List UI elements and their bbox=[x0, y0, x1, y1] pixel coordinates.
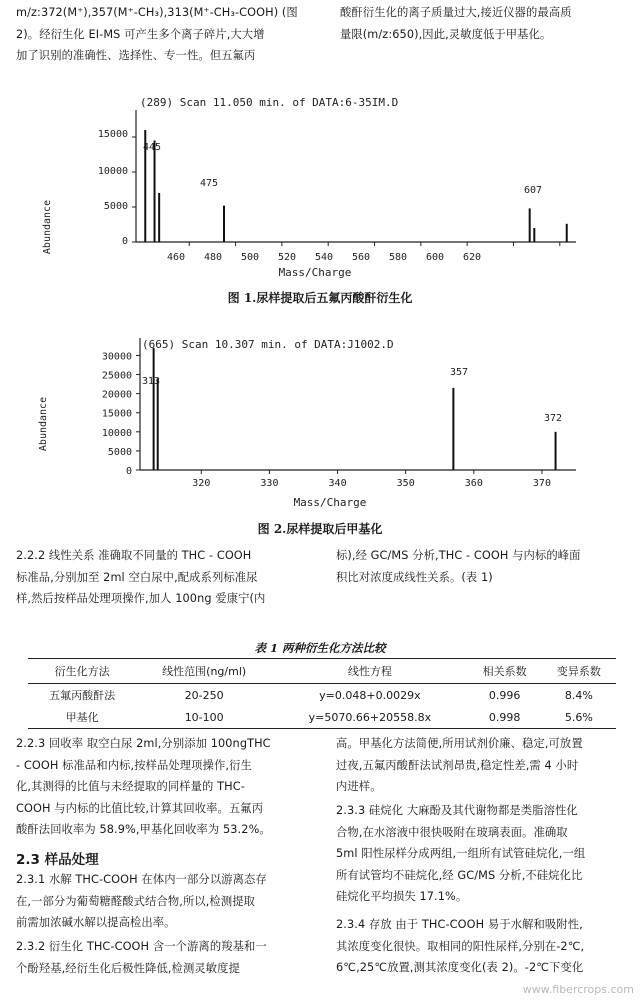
text-line: 6℃,25℃放置,测其浓度变化(表 2)。-2℃下变化 bbox=[336, 961, 584, 974]
y-tick-label: 20000 bbox=[101, 389, 132, 401]
y-tick-label: 10000 bbox=[97, 166, 128, 177]
x-tick-label: 360 bbox=[464, 478, 483, 489]
x-tick-label: 500 bbox=[240, 252, 260, 263]
x-tick-label: 560 bbox=[351, 252, 371, 263]
table-cell: 8.4% bbox=[564, 688, 593, 702]
y-axis-label: Abundance bbox=[38, 396, 49, 452]
text-line: - COOH 标准品和内标,按样品处理项操作,衍生 bbox=[16, 758, 252, 772]
text-line: 样,然后按样品处理项操作,加人 100ng 爱康宁(内 bbox=[16, 592, 266, 605]
chart-1-svg bbox=[30, 92, 590, 282]
text-line: 个酚羟基,经衍生化后极性降低,检测灵敏度提 bbox=[16, 961, 240, 975]
table-cell: 甲基化 bbox=[65, 711, 99, 724]
y-tick-label: 15000 bbox=[101, 408, 132, 420]
table-cell: 0.996 bbox=[488, 688, 521, 702]
x-axis-label: Mass/Charge bbox=[293, 496, 367, 509]
x-tick-label: 620 bbox=[462, 252, 482, 263]
text-line: m/z:372(M⁺),357(M⁺-CH₃),313(M⁺-CH₃-COOH) (图 bbox=[16, 6, 298, 19]
text-line: 2)。经衍生化 EI-MS 可产生多个离子碎片,大大增 bbox=[16, 27, 265, 41]
x-axis-label: Mass/Charge bbox=[278, 266, 352, 279]
peak-label: 475 bbox=[200, 178, 219, 189]
x-tick-label: 330 bbox=[260, 478, 279, 489]
text-line: 2.3.3 硅烷化 大麻酚及其代谢物都是类脂溶性化 bbox=[336, 804, 578, 817]
y-tick-label: 0 bbox=[125, 466, 132, 477]
table-cell: y=5070.66+20558.8x bbox=[308, 710, 432, 724]
text-line: 5ml 阳性尿样分成两组,一组所有试管硅烷化,一组 bbox=[336, 847, 586, 860]
y-tick-label: 15000 bbox=[97, 129, 128, 140]
text-line: 酸酐法回收率为 58.9%,甲基化回收率为 53.2%。 bbox=[16, 823, 271, 836]
section-2-3-4 bbox=[336, 914, 636, 979]
text-line: 标准品,分别加至 2ml 空白尿中,配成系列标准尿 bbox=[16, 570, 258, 584]
x-tick-label: 350 bbox=[396, 478, 415, 489]
x-tick-label: 340 bbox=[328, 478, 347, 489]
table-header-row bbox=[28, 659, 616, 684]
text-line: 硅烷化平均损失 17.1%。 bbox=[336, 890, 468, 903]
table-row bbox=[28, 706, 616, 729]
y-tick-label: 5000 bbox=[103, 201, 128, 212]
text-line: 化,其测得的比值与未经提取的同样量的 THC- bbox=[16, 780, 245, 793]
peak-label: 313 bbox=[142, 376, 161, 387]
column-header: 线性范围(ng/ml) bbox=[162, 665, 247, 678]
peak-label: 445 bbox=[143, 142, 162, 153]
mass-spectrum-chart-2 bbox=[30, 328, 590, 514]
figure-1-caption: 图 1.尿样提取后五氟丙酸酐衍生化 bbox=[227, 291, 413, 305]
column-header: 变异系数 bbox=[556, 665, 601, 678]
text-line: 前需加浓碱水解以提高检出率。 bbox=[16, 916, 176, 929]
table-cell: y=0.048+0.0029x bbox=[319, 688, 421, 702]
x-tick-label: 540 bbox=[314, 252, 334, 263]
intro-left-column bbox=[16, 2, 316, 67]
text-line: 所有试管均不硅烷化,经 GC/MS 分析,不硅烷化比 bbox=[336, 868, 583, 882]
text-line: 酸酐衍生化的离子质量过大,接近仪器的最高质 bbox=[340, 6, 572, 19]
x-tick-label: 520 bbox=[277, 252, 297, 263]
section-2-3-1 bbox=[16, 869, 321, 934]
figure-2-caption: 图 2.尿样提取后甲基化 bbox=[257, 522, 383, 536]
y-tick-label: 30000 bbox=[101, 351, 132, 363]
x-tick-label: 460 bbox=[166, 252, 186, 263]
text-line: 量限(m/z:650),因此,灵敏度低于甲基化。 bbox=[340, 27, 552, 41]
text-line: 内进样。 bbox=[336, 780, 382, 793]
text-line: 2.3.1 水解 THC-COOH 在体内一部分以游离态存 bbox=[16, 873, 267, 886]
x-tick-label: 320 bbox=[192, 478, 211, 489]
section-2-2-2-left bbox=[16, 545, 321, 610]
text-line: 2.3.4 存放 由于 THC-COOH 易于水解和吸附性, bbox=[336, 918, 583, 931]
text-line: 积比对浓度成线性关系。(表 1) bbox=[336, 570, 493, 584]
table-cell: 5.6% bbox=[564, 710, 593, 724]
table-cell: 20-250 bbox=[184, 688, 224, 702]
y-tick-label: 5000 bbox=[107, 446, 132, 458]
x-tick-label: 370 bbox=[532, 478, 551, 489]
text-line: 在,一部分为葡萄糖醛酸式结合物,所以,检测提取 bbox=[16, 894, 256, 908]
table-row bbox=[28, 684, 616, 707]
text-line: COOH 与内标的比值比较,计算其回收率。五氟丙 bbox=[16, 801, 264, 815]
peak-label: 372 bbox=[544, 413, 563, 424]
section-2-2-2-right bbox=[336, 545, 636, 588]
peak-label: 607 bbox=[524, 185, 543, 196]
text-line: 高。甲基化方法简便,所用试剂价廉、稳定,可放置 bbox=[336, 737, 583, 750]
chart-header: (289) Scan 11.050 min. of DATA:6-35IM.D bbox=[140, 96, 399, 109]
y-tick-label: 10000 bbox=[101, 427, 132, 439]
mass-spectrum-chart-1 bbox=[30, 92, 590, 282]
table-cell: 五氟丙酸酐法 bbox=[49, 689, 116, 702]
x-tick-label: 480 bbox=[203, 252, 223, 263]
text-line: 标),经 GC/MS 分析,THC - COOH 与内标的峰面 bbox=[336, 549, 581, 562]
text-line: 2.3.2 衍生化 THC-COOH 含一个游离的羧基和一 bbox=[16, 940, 267, 953]
table-cell: 10-100 bbox=[184, 710, 224, 724]
intro-right-column bbox=[340, 2, 630, 45]
text-line: 过夜,五氟丙酸酐法试剂昂贵,稳定性差,需 4 小时 bbox=[336, 758, 579, 772]
peak-label: 357 bbox=[450, 367, 469, 378]
watermark: www.fibercrops.com bbox=[522, 983, 634, 996]
text-line: 2.2.3 回收率 取空白尿 2ml,分别添加 100ngTHC bbox=[16, 737, 271, 750]
text-line: 其浓度变化很快。取相同的阳性尿样,分别在-2℃, bbox=[336, 939, 585, 953]
chart-header: (665) Scan 10.307 min. of DATA:J1002.D bbox=[142, 338, 394, 351]
section-2-2-3-continued bbox=[336, 733, 636, 798]
section-2-3-3 bbox=[336, 800, 636, 908]
chart-2-svg bbox=[30, 328, 590, 514]
column-header: 线性方程 bbox=[347, 665, 392, 678]
y-tick-label: 0 bbox=[121, 236, 128, 247]
text-line: 合物,在水溶液中很快吸附在玻璃表面。准确取 bbox=[336, 825, 568, 839]
section-2-3-2 bbox=[16, 936, 321, 979]
x-tick-label: 580 bbox=[388, 252, 408, 263]
column-header: 相关系数 bbox=[482, 665, 527, 678]
section-heading-2-3: 2.3 样品处理 bbox=[16, 852, 99, 868]
x-tick-label: 600 bbox=[425, 252, 445, 263]
y-axis-label: Abundance bbox=[42, 199, 53, 255]
table-1-title: 表 1 两种衍生化方法比较 bbox=[254, 641, 386, 655]
column-header: 衍生化方法 bbox=[54, 665, 110, 678]
text-line: 2.2.2 线性关系 准确取不同量的 THC - COOH bbox=[16, 549, 252, 562]
table-cell: 0.998 bbox=[488, 710, 521, 724]
comparison-table bbox=[28, 658, 616, 729]
y-tick-label: 25000 bbox=[101, 370, 132, 382]
section-2-2-3 bbox=[16, 733, 321, 841]
text-line: 加了识别的准确性、选择性、专一性。但五氟丙 bbox=[16, 49, 256, 62]
